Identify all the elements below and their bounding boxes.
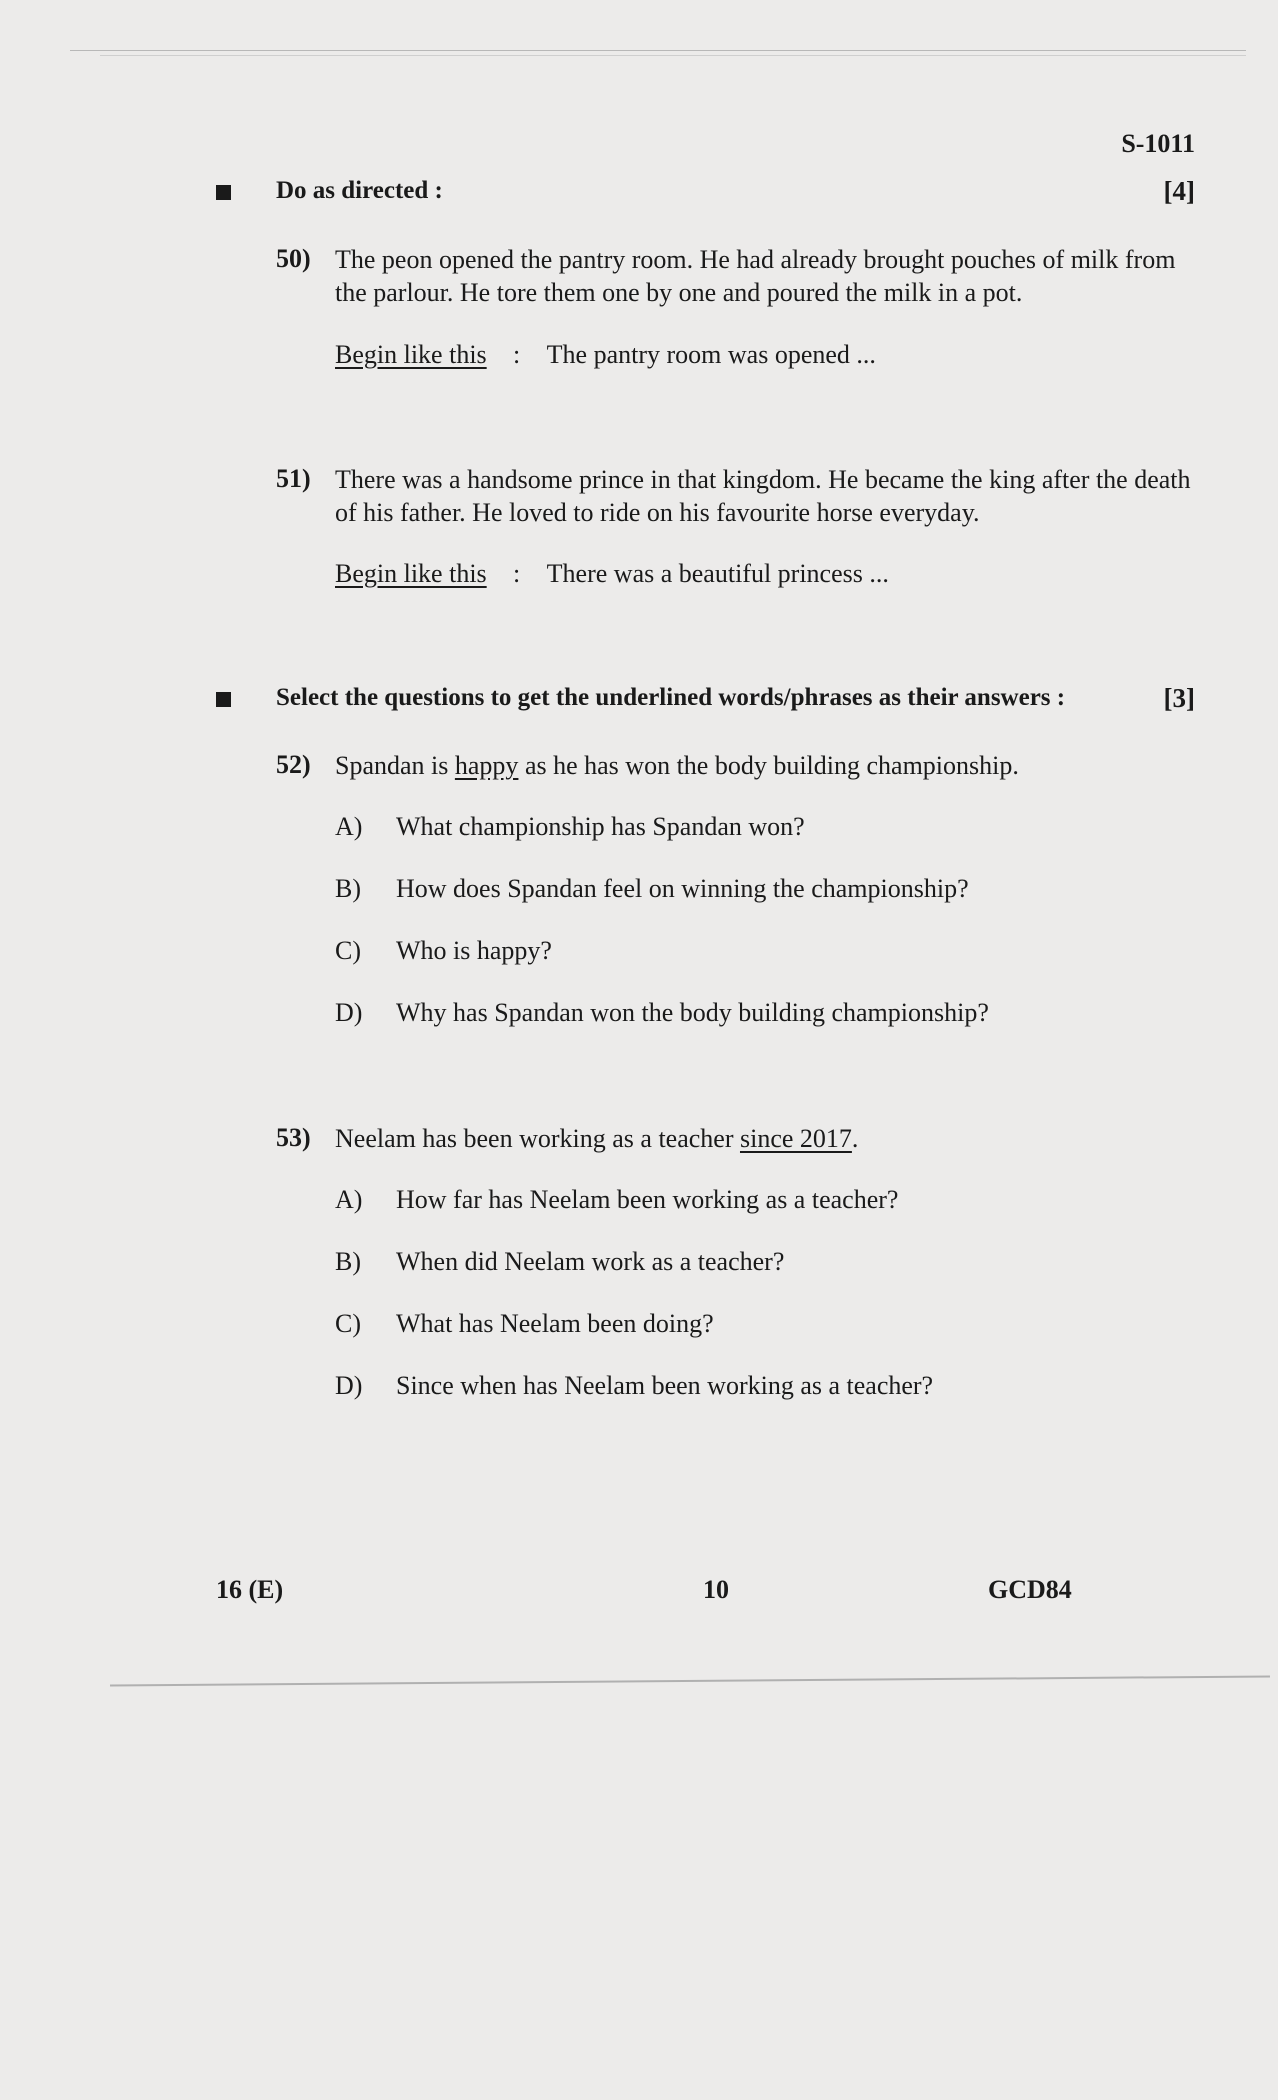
question-line: There was a handsome prince in that kingdom. He became the king after the death [335, 465, 1191, 494]
begin-separator: : [513, 559, 521, 588]
option-text: Why has Spandan won the body building championship? [396, 998, 989, 1027]
option-text: When did Neelam work as a teacher? [396, 1247, 785, 1276]
question-number: 50) [276, 244, 311, 273]
question-number: 53) [276, 1123, 311, 1152]
option-text: How does Spandan feel on winning the championship? [396, 874, 969, 903]
stem-text: as he has won the body building championship. [518, 751, 1019, 780]
section-bullet [216, 185, 231, 200]
question-line: The peon opened the pantry room. He had already brought pouches of milk from [335, 245, 1176, 274]
option-text: What has Neelam been doing? [396, 1309, 714, 1338]
begin-like-this [335, 559, 889, 589]
page-top-border [70, 50, 1246, 51]
question-number: 51) [276, 464, 311, 493]
option-text: Who is happy? [396, 936, 552, 965]
page-number: 10 [703, 1575, 729, 1604]
option-letter: A) [335, 812, 363, 841]
option-text: How far has Neelam been working as a teacher? [396, 1185, 899, 1214]
begin-label: Begin like this [335, 340, 487, 369]
option-letter: B) [335, 874, 361, 903]
question-line: of his father. He loved to ride on his favourite horse everyday. [335, 498, 980, 527]
option-letter: C) [335, 936, 361, 965]
page-top-border-inner [100, 55, 1246, 56]
section-marks: [4] [1163, 176, 1195, 206]
stem-text: . [851, 1124, 859, 1153]
underlined-answer: happy [454, 751, 519, 780]
begin-like-this [335, 340, 876, 370]
option-letter: B) [335, 1247, 361, 1276]
question-number: 52) [276, 750, 311, 779]
question-stem [335, 1122, 1197, 1155]
section-title: Select the questions to get the underlined words/phrases as their answers : [276, 684, 1066, 711]
option-text: Since when has Neelam been working as a teacher? [396, 1371, 934, 1400]
option-letter: D) [335, 1371, 363, 1400]
option-letter: D) [335, 998, 363, 1027]
question-stem [335, 749, 1197, 782]
footer-right: GCD84 [988, 1575, 1072, 1604]
question-line: the parlour. He tore them one by one and poured the milk in a pot. [335, 278, 1023, 307]
option-letter: C) [335, 1309, 361, 1338]
begin-text: The pantry room was opened ... [546, 340, 876, 369]
footer-left: 16 (E) [216, 1575, 284, 1604]
underlined-answer: since 2017 [739, 1124, 852, 1153]
option-letter: A) [335, 1185, 363, 1214]
paper-code: S-1011 [1121, 129, 1195, 158]
section-marks: [3] [1163, 683, 1195, 713]
begin-label: Begin like this [335, 559, 487, 588]
begin-text: There was a beautiful princess ... [546, 559, 889, 588]
section-bullet [216, 692, 231, 707]
option-text: What championship has Spandan won? [396, 812, 805, 841]
question-text [335, 243, 1197, 309]
begin-separator: : [513, 340, 521, 369]
stem-text: Spandan is [335, 751, 455, 780]
question-text [335, 463, 1197, 529]
page-bottom-border [110, 1675, 1270, 1686]
stem-text: Neelam has been working as a teacher [335, 1124, 740, 1153]
section-title: Do as directed : [276, 177, 443, 204]
